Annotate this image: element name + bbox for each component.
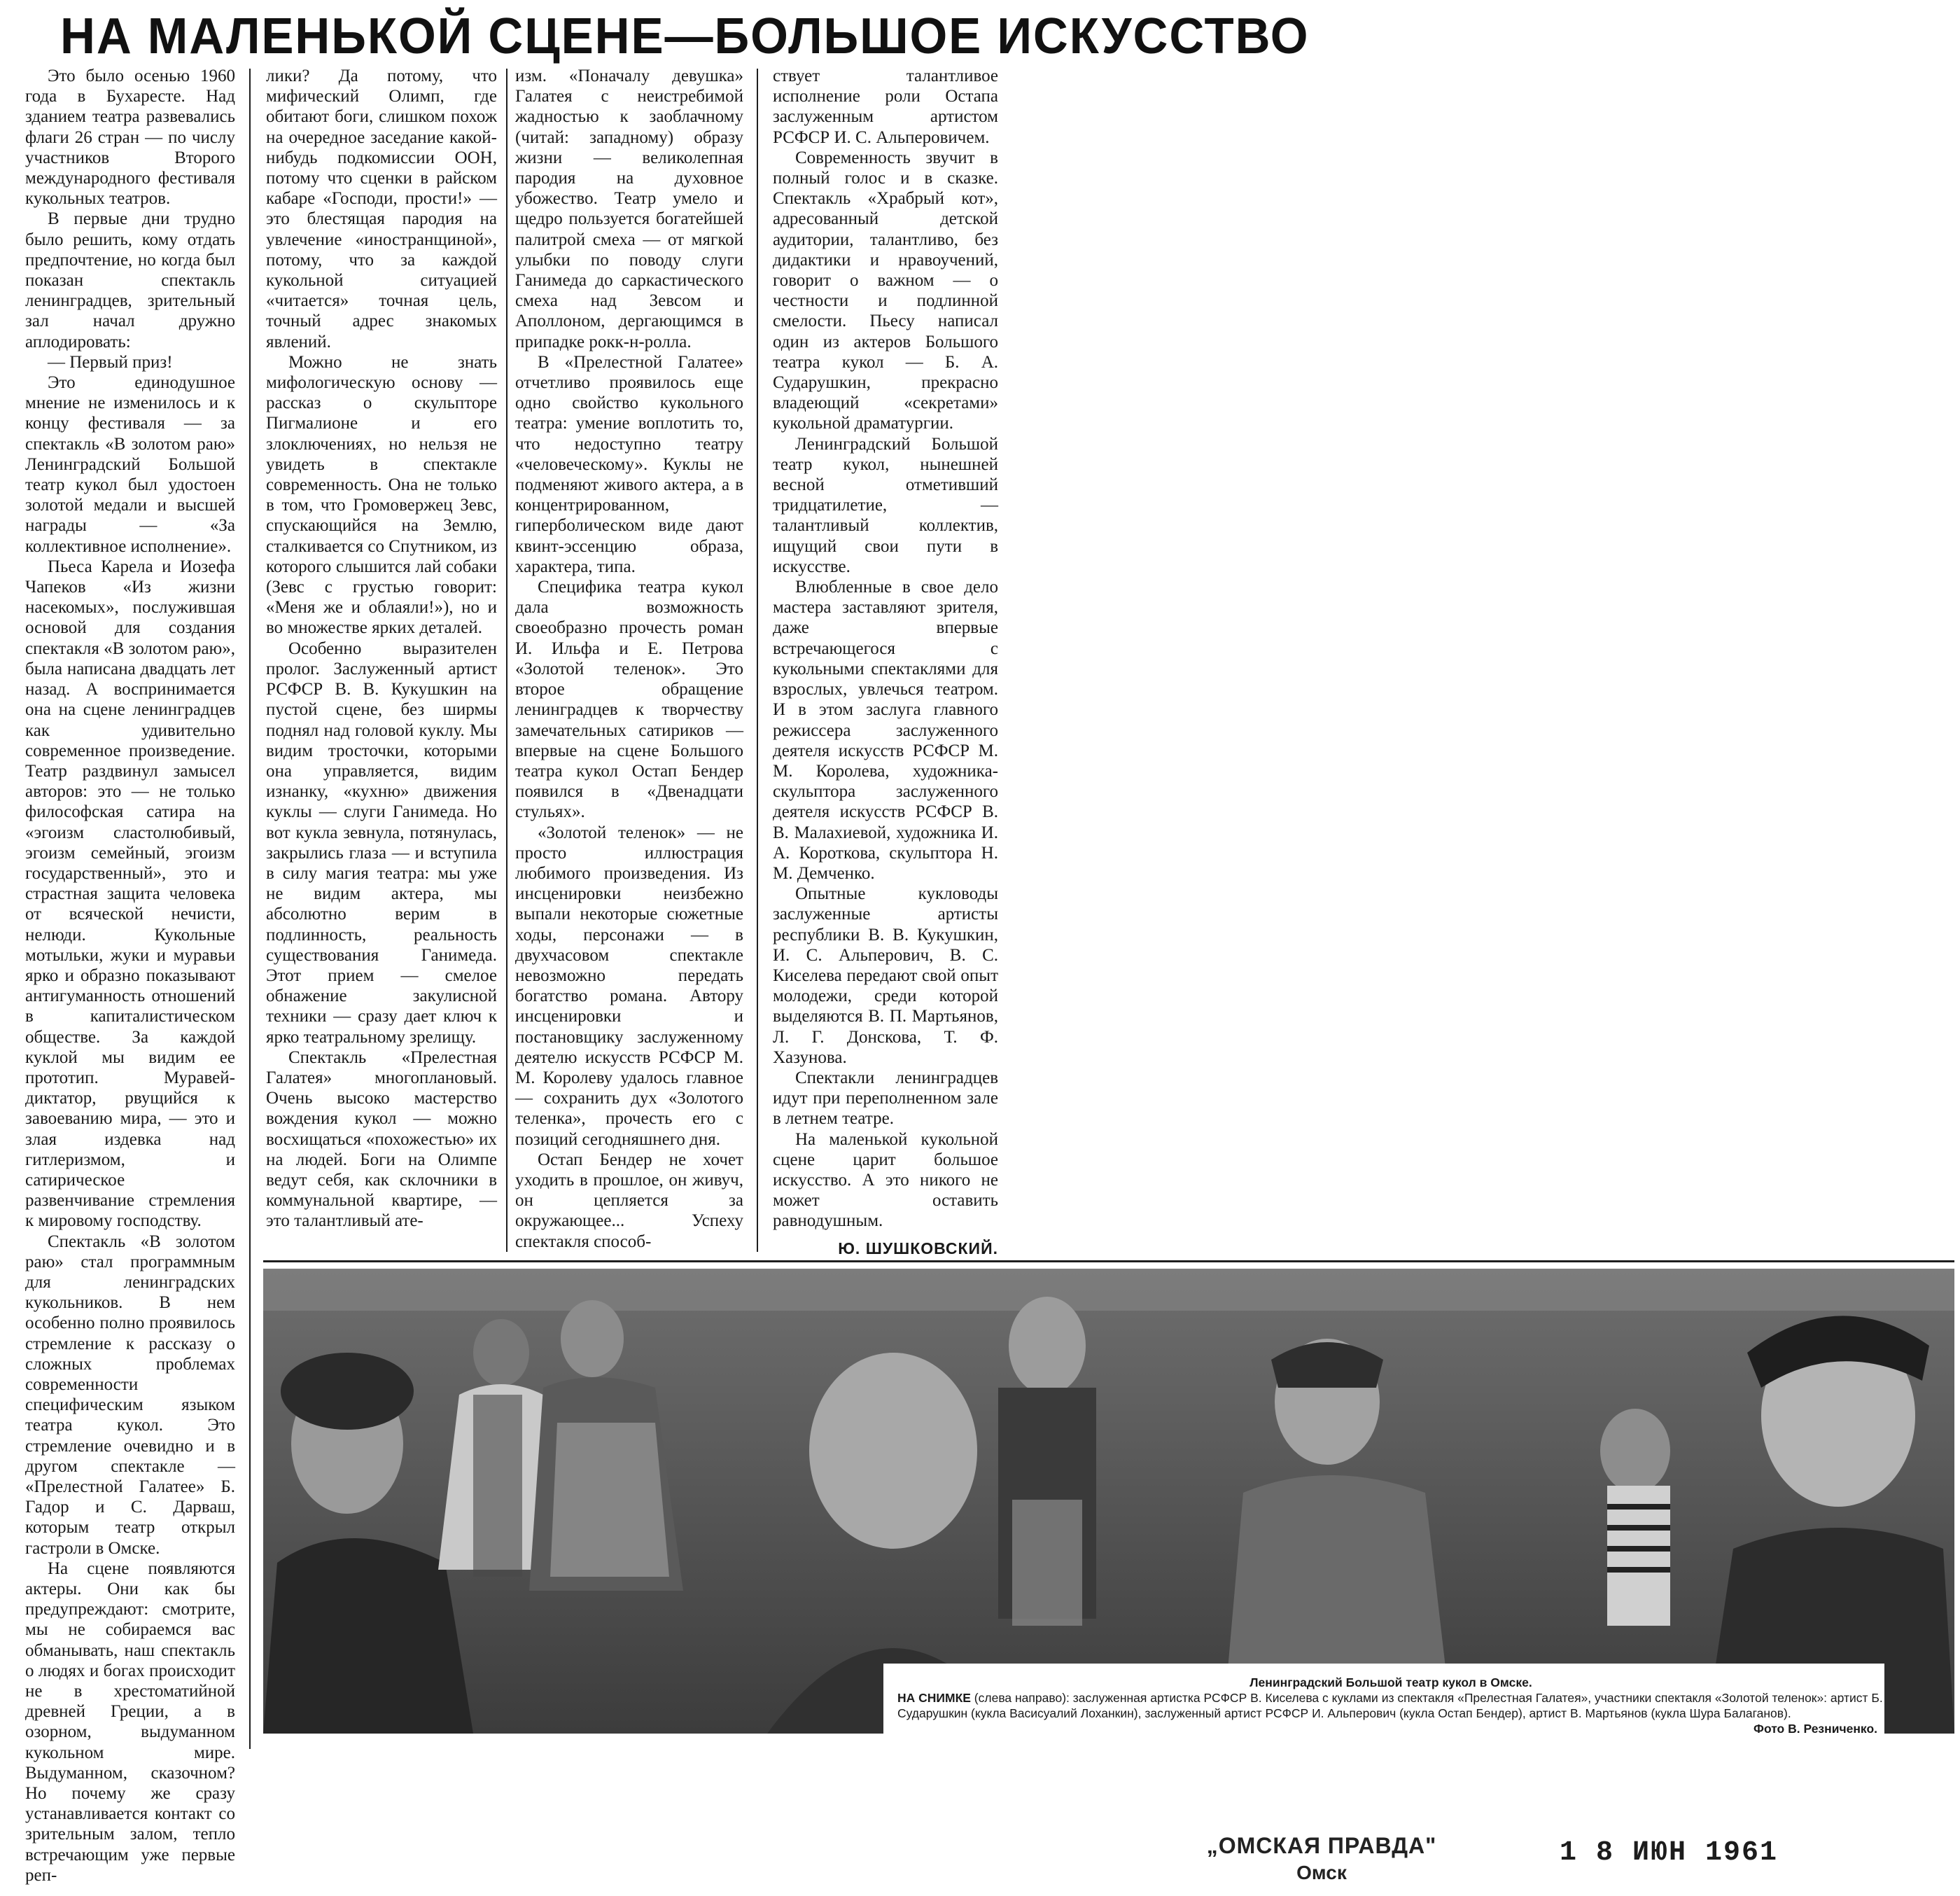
caption-text: (слева направо): заслуженная артистка РСФСР В. Киселева с куклами из спектакля «Прелестная Галатея», участники спектакля «Золотой теленок»: артист Б. Сударушкин (кукла Васисуалий Лоханкин), заслуженный артист РСФСР И. Альперович (кукла Остап Бендер), артист В. Мартьянов (кукла Шура Балаганов). xyxy=(897,1691,1883,1720)
article-paragraph: Можно не знать мифологическую основу — рассказ о скульпторе Пигмалионе и его злоключениях, но нельзя не увидеть в спектакле современность. Она не только в том, что Громовержец Зевс, спускающийся на Землю, сталкивается со Спутником, из которого слышится лай собаки (Зевс с грустью говорит: «Меня же и облаяли!»), но и во множестве ярких деталей. xyxy=(266,352,497,638)
column-divider-2 xyxy=(506,69,507,1252)
photo-top-rule xyxy=(263,1260,1954,1262)
article-column-1 xyxy=(25,66,235,1885)
column-divider-1 xyxy=(249,69,251,1749)
article-paragraph: Это единодушное мнение не изменилось и к концу фестиваля — за спектакль «В золотом раю» Ленинградский Большой театр кукол был удостоен золотой медали и высшей награды — «За коллективное исполнение». xyxy=(25,373,235,556)
article-paragraph: Специфика театра кукол дала возможность своеобразно прочесть роман И. Ильфа и Е. Петрова «Золотой теленок». Это второе обращение ленинградцев к творчеству замечательных сатириков — впервые на сцене Большого театра кукол Остап Бендер появился в «Двенадцати стульях». xyxy=(515,578,743,822)
stamp-city: Омск xyxy=(1296,1862,1347,1883)
article-paragraph: Современность звучит в полный голос и в сказке. Спектакль «Храбрый кот», адресованный детской аудитории, талантливо, без дидактики и нравоучений, говорит о важном — о честности и подлинной смелости. Пьесу написал один из актеров Большого театра кукол — Б. А. Сударушкин, прекрасно владеющий «секретами» кукольной драматургии. xyxy=(773,148,998,433)
article-paragraph: изм. «Поначалу девушка» Галатея с неистребимой жадностью к заоблачному (читай: западному) образу жизни — великолепная пародия на духовное убожество. Театр умело и щедро пользуется богатейшей палитрой смеха — от мягкой улыбки по поводу слуги Ганимеда до саркастического смеха над Зевсом и Аполлоном, дергающимся в припадке рокк-н-ролла. xyxy=(515,67,743,351)
newspaper-stamp xyxy=(1196,1833,1448,1896)
column-divider-3 xyxy=(757,69,758,1252)
article-paragraph: Особенно выразителен пролог. Заслуженный артист РСФСР В. В. Кукушкин на пустой сцене, без ширмы поднял над головой куклу. Мы видим тросточки, которыми она управляется, видим изнанку, «кухню» движения куклы — слуги Ганимеда. Но вот кукла зевнула, потянулась, закрылись глаза — и вступила в силу магия театра: мы уже не видим актера, мы абсолютно верим в подлинность, реальность существования Ганимеда. Этот прием — смелое обнажение закулисной техники — сразу дает ключ к ярко театральному зрелищу. xyxy=(266,639,497,1047)
article-paragraph: В первые дни трудно было решить, кому отдать предпочтение, но когда был показан спектакль ленинградцев, зрительный зал начал дружно аплодировать: xyxy=(25,209,235,351)
caption-photo-credit: Фото В. Резниченко. xyxy=(1754,1722,1877,1736)
article-paragraph: лики? Да потому, что мифический Олимп, где обитают боги, слишком похож на очередное заседание какой-нибудь подкомиссии ООН, потому что сценки в райском кабаре «Господи, прости!» — это блестящая пародия на увлечение «иностранщиной», потому, что за каждой кукольной ситуацией «читается» точная цель, точный адрес знакомых явлений. xyxy=(266,67,497,351)
article-paragraph: На маленькой кукольной сцене царит большое искусство. А это никого не может оставить равнодушным. xyxy=(773,1129,998,1231)
article-paragraph: Остап Бендер не хочет уходить в прошлое, он живуч, он цепляется за окружающее... Успеху спектакля способ- xyxy=(515,1150,743,1251)
article-paragraph: В «Прелестной Галатее» отчетливо проявилось еще одно свойство кукольного театра: умение воплотить то, что недоступно театру «человеческому». Куклы не подменяют живого актера, а в концентрированном, гиперболическом виде дают квинт-эссенцию образа, характера, типа. xyxy=(515,352,743,576)
caption-title: Ленинградский Большой театр кукол в Омске. xyxy=(1250,1675,1532,1689)
article-column-2 xyxy=(266,66,497,1249)
article-paragraph: Влюбленные в свое дело мастера заставляют зрителя, даже впервые встречающегося с кукольными спектаклями для взрослых, увлечься театром. И в этом заслуга главного режиссера заслуженного деятеля искусств РСФСР М. М. Королева, художника-скульптора заслуженного деятеля искусств РСФСР В. В. Малахиевой, художника И. А. Короткова, скульптора Н. М. Демченко. xyxy=(773,578,998,883)
article-paragraph: Спектакль «В золотом раю» стал программным для ленинградских кукольников. В нем особенно полно проявилось стремление к рассказу о сложных проблемах современности специфическим языком театра кукол. Это стремление очевидно и в другом спектакле — «Прелестной Галатее» Б. Гадор и С. Дарваш, которым театр открыл гастроли в Омске. xyxy=(25,1232,235,1558)
article-paragraph: На сцене появляются актеры. Они как бы предупреждают: смотрите, мы не собираемся вас обманывать, наш спектакль о людях и богах происходит не в хрестоматийной древней Греции, а в озорном, выдуманном кукольном мире. Выдуманном, сказочном? Но почему же сразу устанавливается контакт со зрительным залом, тепло встречающим уже первые реп- xyxy=(25,1559,235,1885)
article-paragraph: Спектакль «Прелестная Галатея» многоплановый. Очень высоко мастерство вождения кукол — можно восхищаться «похожестью» их на людей. Боги на Олимпе ведут себя, как склочники в коммунальной квартире, — это талантливый ате- xyxy=(266,1047,497,1231)
article-paragraph: Это было осенью 1960 года в Бухаресте. Над зданием театра развевались флаги 26 стран — по числу участников Второго международного фестиваля кукольных театров. xyxy=(25,67,235,209)
article-headline: НА МАЛЕНЬКОЙ СЦЕНЕ—БОЛЬШОЕ ИСКУССТВО xyxy=(60,8,1310,64)
article-paragraph: Опытные кукловоды заслуженные артисты республики В. В. Кукушкин, И. С. Альперович, В. С. Киселева передают свой опыт молодежи, среди которой выделяются В. П. Мартьянов, Л. Г. Донскова, Т. Ф. Хазунова. xyxy=(773,884,998,1067)
article-paragraph: Спектакли ленинградцев идут при переполненном зале в летнем театре. xyxy=(773,1068,998,1129)
article-paragraph: Ленинградский Большой театр кукол, нынешней весной отметивший тридцатилетие, — талантливый коллектив, ищущий свои пути в искусстве. xyxy=(773,434,998,576)
article-paragraph: «Золотой теленок» — не просто иллюстрация любимого произведения. Из инсценировки неизбежно выпали некоторые сюжетные ходы, персонажи — в двухчасовом спектакле невозможно передать богатство романа. Автору инсценировки и постановщику заслуженному деятелю искусств РСФСР М. М. Королеву удалось главное — сохранить дух «Золотого теленка», прочесть его с позиций сегодняшнего дня. xyxy=(515,823,743,1149)
author-signature: Ю. ШУШКОВСКИЙ. xyxy=(838,1239,998,1257)
caption-lead: НА СНИМКЕ xyxy=(897,1691,971,1705)
article-paragraph: Пьеса Карела и Иозефа Чапеков «Из жизни насекомых», послужившая основой для создания спектакля «В золотом раю», была написана двадцать лет назад. А воспринимается она на сцене ленинградцев как удивительно современное произведение. Театр раздвинул замысел авторов: это — не только философская сатира на «эгоизм сластолюбивый, эгоизм семейный, эгоизм государственный», это и страстная защита человека от всяческой нечисти, нелюди. Кукольные мотыльки, жуки и муравьи ярко и образно показывают антигуманность отношений в капиталистическом обществе. За каждой куклой мы видим ее прототип. Муравей-диктатор, рвущийся к завоеванию мира, — это и злая издевка над гитлеризмом, и сатирическое развенчивание стремления к мировому господству. xyxy=(25,557,235,1231)
article-paragraph: — Первый приз! xyxy=(48,352,173,372)
article-column-4 xyxy=(773,66,998,1257)
date-stamp: 1 8 ИЮН 1961 xyxy=(1560,1837,1779,1869)
stamp-newspaper-name: „ОМСКАЯ ПРАВДА" xyxy=(1206,1833,1437,1858)
photo-caption xyxy=(883,1664,1884,1748)
article-column-3 xyxy=(515,66,743,1249)
article-paragraph: ствует талантливое исполнение роли Остапа заслуженным артистом РСФСР И. С. Альперовичем. xyxy=(773,67,998,147)
